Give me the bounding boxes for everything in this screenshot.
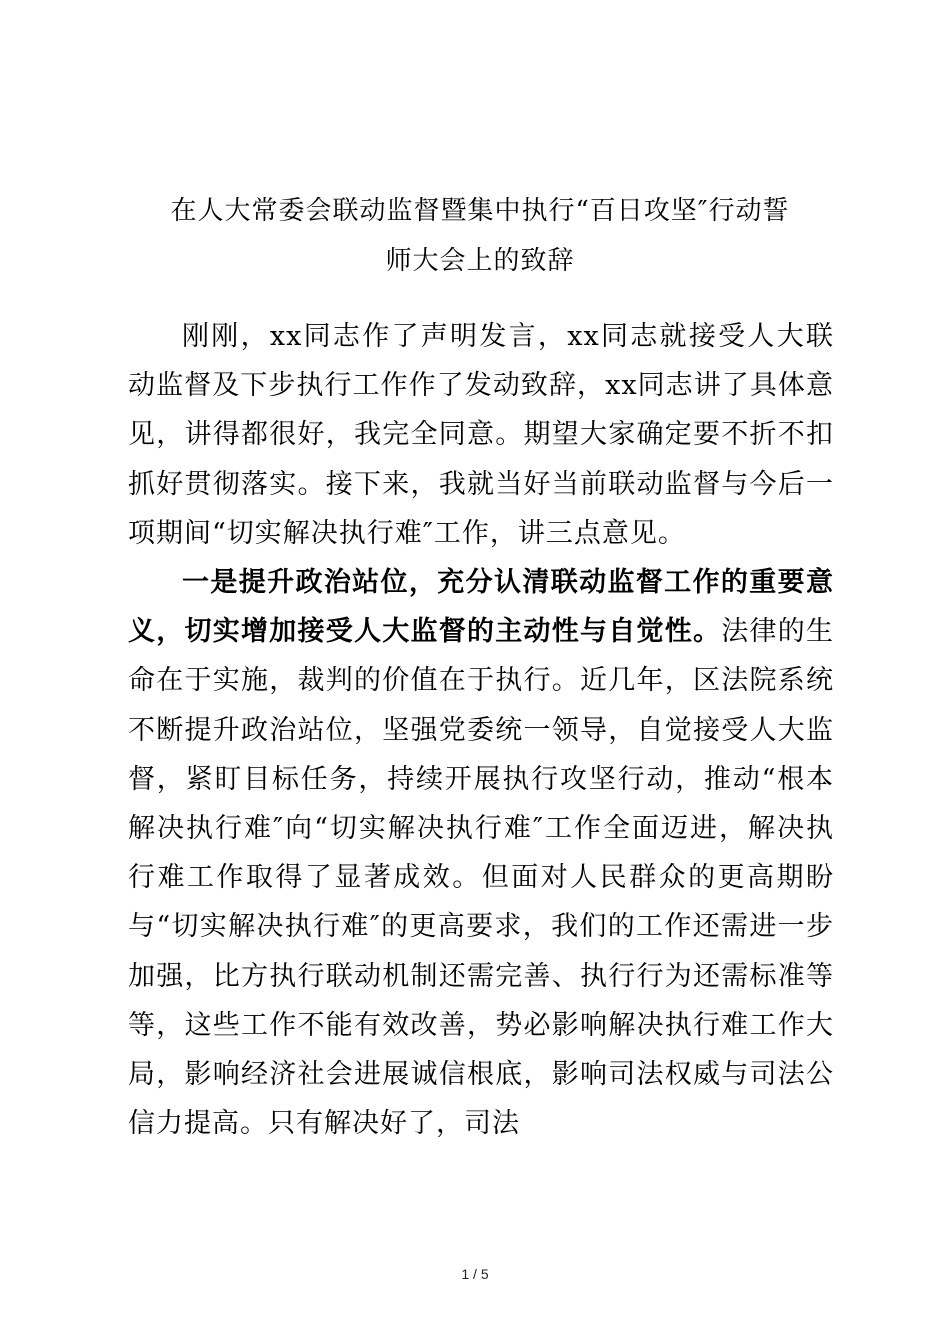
page-indicator: 1 / 5 xyxy=(461,1266,489,1282)
title-line-1: 在人大常委会联动监督暨集中执行“百日攻坚″行动誓 xyxy=(170,196,790,226)
paragraph-2-text: 法律的生命在于实施，裁判的价值在于执行。近几年，区法院系统不断提升政治站位，坚强党委统一领导，自觉接受人大监督，紧盯目标任务，持续开展执行攻坚行动，推动“根本解决执行难″向“切实解决执行难″工作全面迈进，解决执行难工作取得了显著成效。但面对人民群众的更高期盼与“切实解决执行难″的更高要求，我们的工作还需进一步加强，比方执行联动机制还需完善、执行行为还需标准等等，这些工作不能有效改善，势必影响解决执行难工作大局，影响经济社会进展诚信根底，影响司法权威与司法公信力提高。只有解决好了，司法 xyxy=(128,616,834,1140)
paragraph-1 xyxy=(128,312,834,558)
title-line-2: 师大会上的致辞 xyxy=(385,246,575,276)
document-body xyxy=(128,312,834,1148)
paragraph-1-text: 刚刚，xx同志作了声明发言，xx同志就接受人大联动监督及下步执行工作作了发动致辞，xx同志讲了具体意见，讲得都很好，我完全同意。期望大家确定要不折不扣抓好贯彻落实。接下来，我就当好当前联动监督与今后一项期间“切实解决执行难″工作，讲三点意见。 xyxy=(128,321,834,549)
document-title xyxy=(120,186,840,286)
paragraph-2 xyxy=(128,558,834,1148)
paragraph-2-heading: 一是提升政治站位，充分认清联动监督工作的重要意义，切实增加接受人大监督的主动性与自觉性。 xyxy=(128,567,834,648)
